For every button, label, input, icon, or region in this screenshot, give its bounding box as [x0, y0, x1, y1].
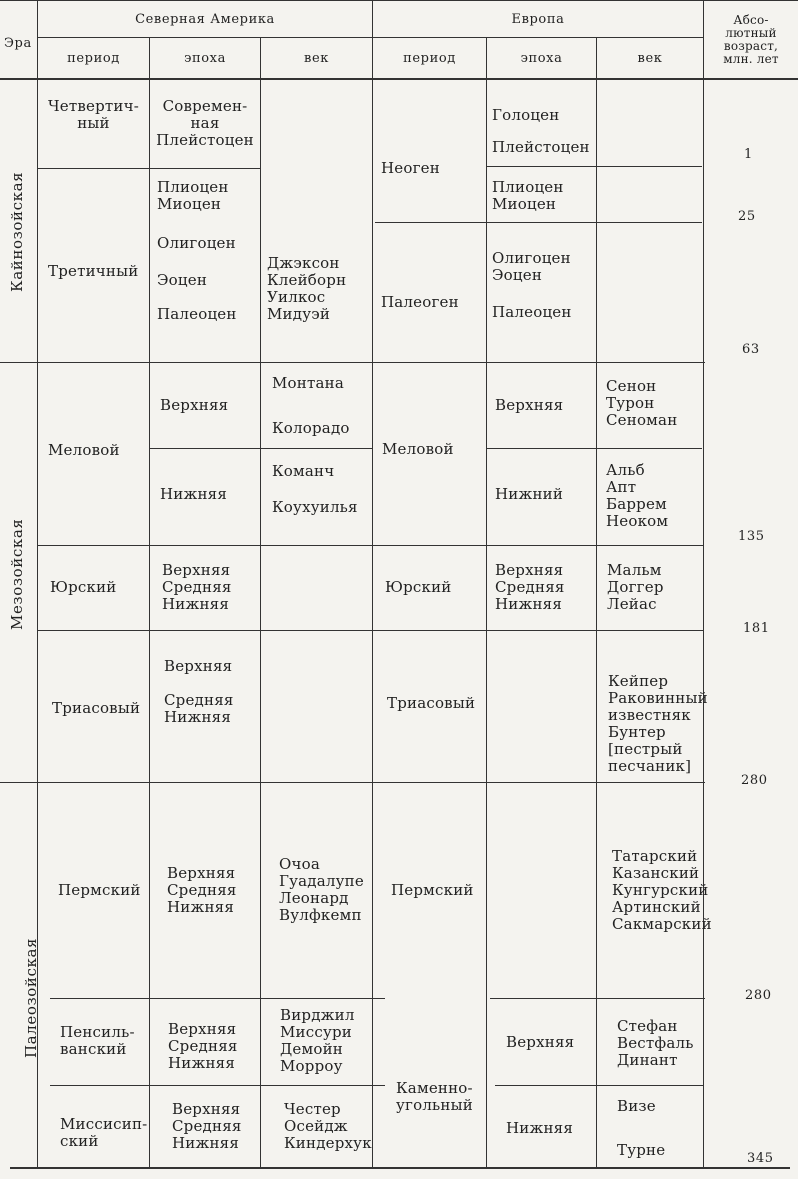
header-eu-age: век	[637, 51, 663, 66]
rule-header-mid	[38, 37, 703, 38]
eu-period-triassic: Триасовый	[387, 694, 476, 712]
na-epoch-tertiary-1: Плиоцен Миоцен	[157, 178, 229, 213]
na-age-cret-2: Колорадо	[272, 419, 350, 437]
header-abs-age: Абсо- лютный возраст, млн. лет	[723, 13, 779, 66]
eu-period-cretaceous: Меловой	[382, 440, 454, 458]
na-epoch-jurassic: Верхняя Средняя Нижняя	[162, 561, 232, 613]
na-age-miss: Честер Осейдж Киндерхук	[284, 1100, 372, 1152]
na-age-cret-4: Коухуилья	[272, 498, 358, 516]
age-value: 345	[747, 1151, 774, 1166]
eu-epoch-carb-upper: Верхняя	[506, 1033, 575, 1051]
era-paleozoic: Палеозойская	[22, 937, 40, 1058]
eu-age-permian: Татарский Казанский Кунгурский Артинский Сакмарский	[612, 847, 712, 933]
eu-age-triassic: Кейпер Раковинный известняк Бунтер [пестрый песчаник]	[608, 672, 708, 775]
age-value: 63	[742, 342, 760, 357]
age-value: 135	[738, 529, 765, 544]
eu-epoch-neogene-2: Плейстоцен	[492, 138, 590, 156]
col-na-epoch	[149, 38, 150, 1168]
na-period-permian: Пермский	[58, 881, 141, 899]
age-value: 25	[738, 209, 756, 224]
na-epoch-penn: Верхняя Средняя Нижняя	[168, 1020, 238, 1072]
rule-eu-neogene	[375, 222, 702, 223]
rule-header-bottom	[0, 78, 798, 80]
col-europe	[372, 0, 373, 1168]
eu-period-permian: Пермский	[391, 881, 474, 899]
rule-penn-end	[50, 1085, 385, 1086]
eu-epoch-paleogene-2: Палеоцен	[492, 303, 572, 321]
age-value: 1	[744, 147, 753, 162]
eu-period-paleogene: Палеоген	[381, 293, 459, 311]
eu-age-carb-upper: Стефан Вестфаль Динант	[617, 1017, 694, 1069]
header-na-period: период	[67, 51, 120, 66]
na-period-jurassic: Юрский	[50, 578, 117, 596]
eu-age-carb-lower-2: Турне	[617, 1141, 666, 1159]
na-epoch-triassic-1: Верхняя	[164, 657, 233, 675]
eu-epoch-cret-upper: Верхняя	[495, 396, 564, 414]
header-eu-period: период	[403, 51, 456, 66]
na-period-cretaceous: Меловой	[48, 441, 120, 459]
header-eu-epoch: эпоха	[520, 51, 563, 66]
na-epoch-cret-lower: Нижняя	[160, 485, 228, 503]
era-mesozoic: Мезозойская	[8, 518, 26, 630]
na-epoch-tertiary-2: Олигоцен	[157, 234, 236, 252]
na-epoch-quaternary: Современ- ная Плейстоцен	[156, 97, 254, 149]
header-europe: Европа	[511, 12, 565, 27]
rule-permian-end-eu	[490, 998, 705, 999]
na-epoch-cret-upper: Верхняя	[160, 396, 229, 414]
age-value: 181	[743, 621, 770, 636]
rule-eu-pleistocene	[487, 166, 702, 167]
eu-epoch-cret-lower: Нижний	[495, 485, 564, 503]
rule-permian-end-na	[50, 998, 385, 999]
rule-cret-split-na	[150, 448, 372, 449]
eu-epoch-carb-lower: Нижняя	[506, 1119, 574, 1137]
na-epoch-triassic-2: Средняя Нижняя	[164, 691, 234, 726]
header-na-epoch: эпоха	[184, 51, 226, 66]
header-na-age: век	[304, 51, 329, 66]
header-era: Эра	[4, 36, 32, 51]
na-period-triassic: Триасовый	[52, 699, 141, 717]
eu-age-cret-upper: Сенон Турон Сеноман	[606, 377, 678, 429]
na-period-tertiary: Третичный	[48, 262, 139, 280]
col-eu-epoch	[486, 38, 487, 1168]
rule-cretaceous-end	[38, 545, 703, 546]
eu-period-neogene: Неоген	[381, 159, 440, 177]
era-cenozoic: Кайнозойская	[8, 171, 26, 292]
rule-top	[0, 0, 798, 1]
na-epoch-permian: Верхняя Средняя Нижняя	[167, 864, 237, 916]
eu-epoch-neogene-3: Плиоцен Миоцен	[492, 178, 564, 213]
rule-cret-split-eu	[487, 448, 702, 449]
col-abs-age	[703, 0, 704, 1168]
na-period-penn: Пенсиль- ванский	[60, 1023, 135, 1058]
age-value: 280	[745, 988, 772, 1003]
na-age-permian: Очоа Гуадалупе Леонард Вулфкемп	[279, 855, 364, 924]
na-epoch-miss: Верхняя Средняя Нижняя	[172, 1100, 242, 1152]
na-epoch-tertiary-3: Эоцен	[157, 271, 208, 289]
eu-age-cret-lower: Альб Апт Баррем Неоком	[606, 461, 669, 530]
age-value: 280	[741, 773, 768, 788]
eu-epoch-neogene-1: Голоцен	[492, 106, 560, 124]
na-age-cret-3: Команч	[272, 462, 335, 480]
na-age-penn: Вирджил Миссури Демойн Морроу	[280, 1006, 355, 1075]
na-epoch-tertiary-4: Палеоцен	[157, 305, 237, 323]
rule-carb-split	[495, 1085, 703, 1086]
rule-cenozoic-end	[0, 362, 705, 363]
na-period-quaternary: Четвертич- ный	[48, 97, 139, 132]
na-age-cret-1: Монтана	[272, 374, 344, 392]
col-na-age	[260, 38, 261, 1168]
eu-epoch-jurassic: Верхняя Средняя Нижняя	[495, 561, 565, 613]
col-eu-age	[596, 38, 597, 1168]
rule-bottom	[10, 1167, 790, 1169]
eu-period-jurassic: Юрский	[385, 578, 452, 596]
eu-age-carb-lower-1: Визе	[617, 1097, 656, 1115]
eu-period-carb: Каменно- угольный	[396, 1079, 473, 1114]
na-period-miss: Миссисип- ский	[60, 1115, 148, 1150]
eu-epoch-paleogene-1: Олигоцен Эоцен	[492, 249, 571, 284]
na-age-tertiary: Джэксон Клейборн Уилкос Мидуэй	[267, 254, 347, 323]
rule-mesozoic-end	[0, 782, 705, 783]
rule-jurassic-end	[38, 630, 703, 631]
eu-age-jurassic: Мальм Доггер Лейас	[607, 561, 664, 613]
header-north-america: Северная Америка	[135, 12, 275, 27]
